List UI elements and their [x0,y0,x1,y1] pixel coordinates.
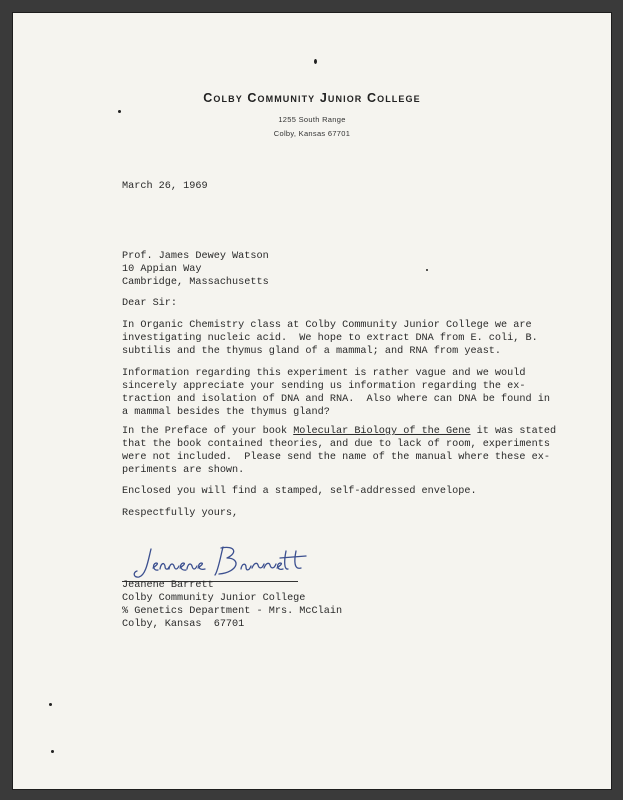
recipient-city: Cambridge, Massachusetts [122,277,269,288]
sender-dept: % Genetics Department - Mrs. McClain [122,606,343,617]
enclosure-note: Enclosed you will find a stamped, self-addressed envelope. [122,486,477,497]
paper-speck [426,269,428,271]
paragraph-line [122,426,556,439]
paragraph-line: subtilis and the thymus gland of a mammal; and RNA from yeast. [122,346,502,357]
paragraph-text: it was stated [470,426,557,437]
paragraph-line: sincerely appreciate your sending us information regarding the ex- [122,381,526,392]
paper-speck [51,750,54,753]
paragraph-line: that the book contained theories, and due to lack of room, experiments [122,439,550,450]
book-title: Molecular Biology of the Gene [293,426,471,437]
letterhead-institution: Colby Community Junior College [203,91,421,105]
paper-speck [49,703,52,706]
recipient-street: 10 Appian Way [122,264,202,275]
sender-org: Colby Community Junior College [122,593,306,604]
letter-date: March 26, 1969 [122,181,208,192]
paragraph-line: Information regarding this experiment is rather vague and we would [122,368,526,379]
letterhead-address: 1255 South Range [278,115,346,124]
paragraph-line: a mammal besides the thymus gland? [122,407,330,418]
letter-page [12,12,612,790]
paper-speck [314,59,317,64]
paper-speck [118,110,121,113]
salutation: Dear Sir: [122,298,178,309]
closing: Respectfully yours, [122,508,239,519]
paragraph-line: investigating nucleic acid. We hope to extract DNA from E. coli, B. [122,333,538,344]
sender-name: Jeanene Barrett [122,580,214,591]
letterhead-city: Colby, Kansas 67701 [273,129,351,138]
paragraph-line: periments are shown. [122,465,245,476]
paragraph-text: In the Preface of your book [122,426,294,437]
recipient-name: Prof. James Dewey Watson [122,251,269,262]
handwritten-signature [131,541,311,585]
sender-city: Colby, Kansas 67701 [122,619,245,630]
paragraph-line: traction and isolation of DNA and RNA. Also where can DNA be found in [122,394,550,405]
paragraph-line: were not included. Please send the name of the manual where these ex- [122,452,550,463]
paragraph-line: In Organic Chemistry class at Colby Community Junior College we are [122,320,532,331]
